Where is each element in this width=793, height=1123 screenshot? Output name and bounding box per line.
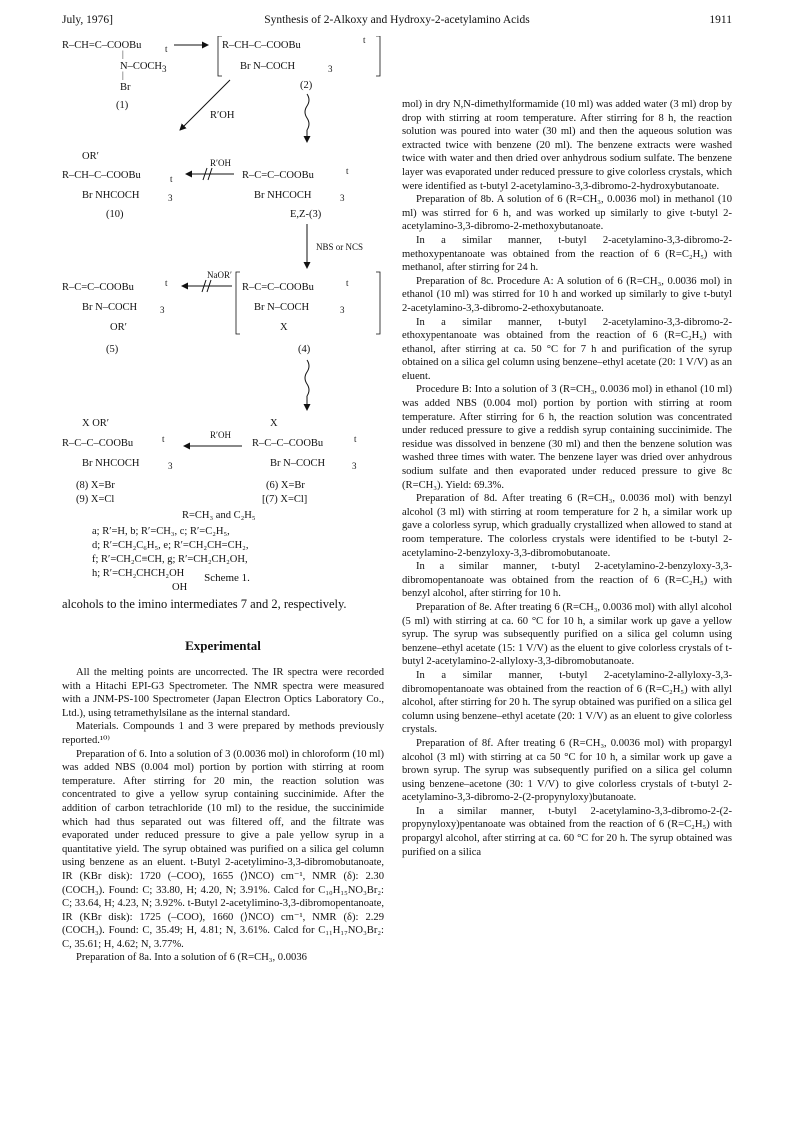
compound-10-formula: R–CH–C–COOBu (62, 170, 141, 181)
r-definition: R=CH₃ and C₂H₅ (182, 510, 256, 521)
r-prime-row-h-oh: OH (172, 582, 188, 593)
compound-3-label: E,Z-(3) (290, 209, 322, 220)
compound-2-sub: Br N–COCH (240, 61, 296, 72)
arrow-2-to-3-wave (305, 94, 309, 130)
r-prime-row-d: d; R′=CH₂C₆H₅, e; R′=CH₂CH=CH₂, (92, 540, 249, 551)
paragraph-8f-pentanoate: In a similar manner, t-butyl 2-acetylamino-3,3-dibromo-2-(2-propynyloxy)pentanoate was obtained from the reaction of 6 (R=C₂H₅) with propargyl alcohol, after stirring at ca. 60 °C for 20 h. The syrup obtained was purified on a silica (402, 805, 732, 858)
compound-2-tbu-sup: t (363, 36, 366, 45)
compound-1-bond: | (122, 49, 124, 59)
compound-4-label: (4) (298, 344, 311, 355)
compound-10-top: OR′ (82, 151, 99, 162)
paragraph-preparation-8b: Preparation of 8b. A solution of 6 (R=CH₃, 0.0036 mol) in methanol (10 ml) was stirred for 6 h, and was worked up similarly to give t-butyl 2-acetylamino-3,3-dibromo-2-methoxybutanoate. (402, 194, 732, 233)
r-prime-row-f: f; R′=CH₂C≡CH, g; R′=CH₂CH₂OH, (92, 554, 248, 565)
running-header (62, 14, 732, 30)
paragraph-materials: Materials. Compounds 1 and 3 were prepared by methods previously reported.¹⁰⁾ (62, 721, 384, 746)
compound-1-n: N–COCH (120, 61, 163, 72)
compound-4-tbu-sup: t (346, 278, 349, 288)
compound-5-sub3: 3 (160, 305, 165, 315)
compound-8-tbu-sup: t (162, 434, 165, 444)
compound-2-label: (2) (300, 80, 313, 91)
compound-5-formula: R–C=C–COOBu (62, 282, 134, 293)
paragraph-8b-pentanoate: In a similar manner, t-butyl 2-acetylamino-3,3-dibromo-2-methoxypentanoate was obtained from the reaction of 6 (R=C₂H₅) with methanol, after stirring for 24 h. (402, 234, 732, 274)
compound-1-formula: R–CH=C–COOBu (62, 40, 142, 51)
paragraph-8c-pentanoate: In a similar manner, t-butyl 2-acetylamino-3,3-dibromo-2-ethoxypentanoate was obtained from the reaction of 6 (R=C₂H₅) with ethanol, after stirring at ca. 50 °C for 7 h and purification of the syrup obtained on a silica gel column using benzene–ethyl acetate (20: 1 V/V) as an eluent. (402, 316, 732, 382)
paragraph-8a-continued: mol) in dry N,N-dimethylformamide (10 ml) was added water (3 ml) drop by drop with stirring at room temperature. After stirring for 8 h, the reaction solution was poured into water (30 ml) and then the aqueous solution was extracted twice with benzene (20 ml). The benzene extracts were washed twice with water and then dried over anhydrous sodium sulfate. The benzene layer was evaporated under reduced pressure to give colorless crystals, which were identified as t-butyl 2-acetylamino-3,3-dibromo-2-hydroxybutanoate. (402, 99, 732, 192)
compound-10-sub: Br NHCOCH (82, 190, 140, 201)
r-prime-row-a: a; R′=H, b; R′=CH₃, c; R′=C₂H₅, (92, 526, 230, 537)
compound-7-label: [(7) X=Cl] (262, 494, 308, 505)
roh-label-2: R′OH (210, 158, 231, 168)
compound-6-sub: Br N–COCH (270, 458, 326, 469)
compound-5-n: Br N–COCH (82, 302, 138, 313)
roh-label-3: R′OH (210, 430, 231, 440)
compound-6-top: X (270, 418, 278, 429)
left-column (62, 596, 384, 965)
compound-5-tbu-sup: t (165, 278, 168, 288)
compound-3-formula: R–C=C–COOBu (242, 170, 314, 181)
compound-6-sub3: 3 (352, 461, 357, 471)
r-prime-row-h: h; R′=CH₂CHCH₂OH (92, 568, 185, 579)
paragraph-preparation-8f: Preparation of 8f. After treating 6 (R=CH₃, 0.0036 mol) with propargyl alcohol (3 ml) with stirring at ca 50 °C for 10 h, a similar work up gave a brown syrup. The syrup was subsequently purified on a silica gel column using benzene–acetone (30: 1 V/V) to give colorless crystals of t-butyl 2-acetylamino-3,3-dibromo-2-(2-propynyloxy)butanoate. (402, 737, 732, 804)
paragraph-preparation-8e: Preparation of 8e. After treating 6 (R=CH₃, 0.0036 mol) with allyl alcohol (5 ml) with stirring at ca. 60 °C for 10 h, a similar work up gave a yellow syrup. The syrup was subsequently purified on a silica gel column using benzene–ethyl acetate (15: 1 V/V) as the eluent to give colorless crystals of t-butyl 2-acetylamino-2-allyloxy-3,3-dibromobutanoate. (402, 601, 732, 668)
paragraph-instruments: All the melting points are uncorrected. The IR spectra were recorded with a Hitachi EPI-G3 Spectrometer. The NMR spectra were measured with a JNM-PS-100 Spectrometer (Japan Electron Optics Laboratory Co., Ltd.), using tetramethylsilane as the internal standard. (62, 667, 384, 719)
compound-4-bracket-right (376, 272, 380, 334)
compound-9-label: (9) X=Cl (76, 494, 115, 505)
compound-4-sub3: 3 (340, 305, 345, 315)
compound-2-formula: R–CH–C–COOBu (222, 40, 301, 51)
paragraph-8d-pentanoate: In a similar manner, t-butyl 2-acetylamino-2-benzyloxy-3,3-dibromopentanoate was obtained from the reaction of 6 (R=C₂H₅) with benzyl alcohol, after stirring for 10 h. (402, 561, 732, 600)
paragraph-preparation-8c-a: Preparation of 8c. Procedure A: A solution of 6 (R=CH₃, 0.0036 mol) in ethanol (10 ml) was stirred for 10 h and worked up similarly to give t-butyl 2-acetylamino-3,3-dibromo-2-ethoxybutanoate. (402, 275, 732, 314)
lead-sentence: alcohols to the imino intermediates 7 and 2, respectively. (62, 597, 347, 611)
compound-3-sub: Br NHCOCH (254, 190, 312, 201)
compound-10-tbu-sup: t (170, 174, 173, 184)
compound-3-sub3: 3 (340, 193, 345, 203)
naor-label: NaOR′ (207, 270, 232, 280)
arrow-4-to-6-wave (305, 360, 309, 396)
nbs-label: NBS or NCS (316, 242, 364, 252)
reaction-scheme (62, 36, 392, 596)
compound-8-sub: Br NHCOCH (82, 458, 140, 469)
scheme-svg (62, 36, 392, 596)
compound-10-sub3: 3 (168, 193, 173, 203)
compound-10-label: (10) (106, 209, 124, 220)
section-heading-experimental: Experimental (185, 638, 261, 653)
compound-8-formula: R–C–C–COOBu (62, 438, 134, 449)
compound-8-sub3: 3 (168, 461, 173, 471)
header-date: July, 1976] (62, 14, 114, 26)
compound-3-tbu-sup: t (346, 166, 349, 176)
header-page-number: 1911 (709, 14, 732, 26)
compound-4-bracket-left (236, 272, 240, 334)
compound-6-label: (6) X=Br (266, 480, 305, 491)
scheme-caption: Scheme 1. (204, 572, 250, 584)
compound-1-tbu-sup: t (165, 44, 168, 54)
compound-8-top: X OR′ (82, 418, 110, 429)
compound-4-formula: R–C=C–COOBu (242, 282, 314, 293)
compound-5-label: (5) (106, 344, 119, 355)
right-column (402, 98, 732, 859)
compound-8-label: (8) X=Br (76, 480, 115, 491)
compound-1-sub3: 3 (162, 64, 167, 74)
compound-2-bracket-right (376, 36, 380, 76)
compound-1-br: Br (120, 82, 131, 93)
compound-4-x: X (280, 322, 288, 333)
compound-1-label: (1) (116, 100, 129, 111)
compound-1-bond2: | (122, 70, 124, 80)
paragraph-preparation-8a-start: Preparation of 8a. Into a solution of 6 (R=CH₃, 0.0036 (76, 952, 307, 964)
paragraph-preparation-8d: Preparation of 8d. After treating 6 (R=CH₃, 0.0036 mol) with benzyl alcohol (3 ml) with stirring at room temperature for 2 h, a similar work up gave a colorless syrup, which gradually crystallized when allowed to stand at room temperature. The colorless crystals were identified to be t-butyl 2-acetylamino-2-benzyloxy-3,3-dibromobutanoate. (402, 493, 732, 559)
compound-2-sub3: 3 (328, 64, 333, 74)
paragraph-8e-pentanoate: In a similar manner, t-butyl 2-acetylamino-2-allyloxy-3,3-dibromopentanoate was obtained from the reaction of 6 (R=C₂H₅) with allyl alcohol, after stirring for 20 h. The syrup obtained was purified on a silica gel column using benzene–ethyl acetate (20: 1 V/V) as an eluent to give colorless crystals. (402, 669, 732, 736)
compound-6-tbu-sup: t (354, 434, 357, 444)
roh-label-1: R′OH (210, 110, 235, 121)
header-title: Synthesis of 2-Alkoxy and Hydroxy-2-acetylamino Acids (264, 14, 530, 26)
paragraph-preparation-6: Preparation of 6. Into a solution of 3 (0.0036 mol) in chloroform (10 ml) was added NBS (0.004 mol) portion by portion with stirring at room temperature. After stirring for 20 min, the reaction solution was concentrated to give a yellow syrup containing succinimide. After the addition of carbon tetrachloride (10 ml) to the residue, the succinimide which had thus separated out was filtered off, and the filtrate was evaporated under reduced pressure to give a pale yellow syrup in a quantitative yield. The syrup obtained was purified on a silica gel column using benzene as an eluent. t-Butyl 2-acetylimino-3,3-dibromobutanoate, IR (KBr disk): 1720 (–COO), 1655 (⟩NCO) cm⁻¹, NMR (δ): 2.30 (COCH₃). Found: C; 33.80, H; 4.20, N; 3.91%. Calcd for C₁₀H₁₅NO₃Br₂: C; 33.64, H; 4.23, N; 3.92%. t-Butyl 2-acetylimino-3,3-dibromopentanoate, IR (KBr disk): 1725 (–COO), 1660 (⟩NCO) cm⁻¹, NMR (δ): 2.29 (COCH₃). Found: C, 35.49; H, 4.81; N, 3.61%. Calcd for C₁₁H₁₇NO₃Br₂: C, 35.61; H, 4.62; N, 3.77%. (62, 748, 384, 950)
compound-5-or: OR′ (110, 322, 127, 333)
arrow-2-to-10 (180, 80, 230, 130)
compound-6-formula: R–C–C–COOBu (252, 438, 324, 449)
compound-4-n: Br N–COCH (254, 302, 310, 313)
paragraph-preparation-8c-b: Procedure B: Into a solution of 3 (R=CH₃, 0.0036 mol) in ethanol (10 ml) was added NBS (0.004 mol) portion by portion with stirring at room temperature. After stirring for 6 h, the reaction solution was concentrated under reduced pressure to give a reddish syrup containing succinimide. The residue was dissolved in benzene (30 ml) and then the benzene solution was washed three times with water. The benzene layer was dried over anhydrous sodium sulfate and then evaporated under reduced pressure to give 8c (R=CH₃). Yield: 69.3%. (402, 384, 732, 491)
